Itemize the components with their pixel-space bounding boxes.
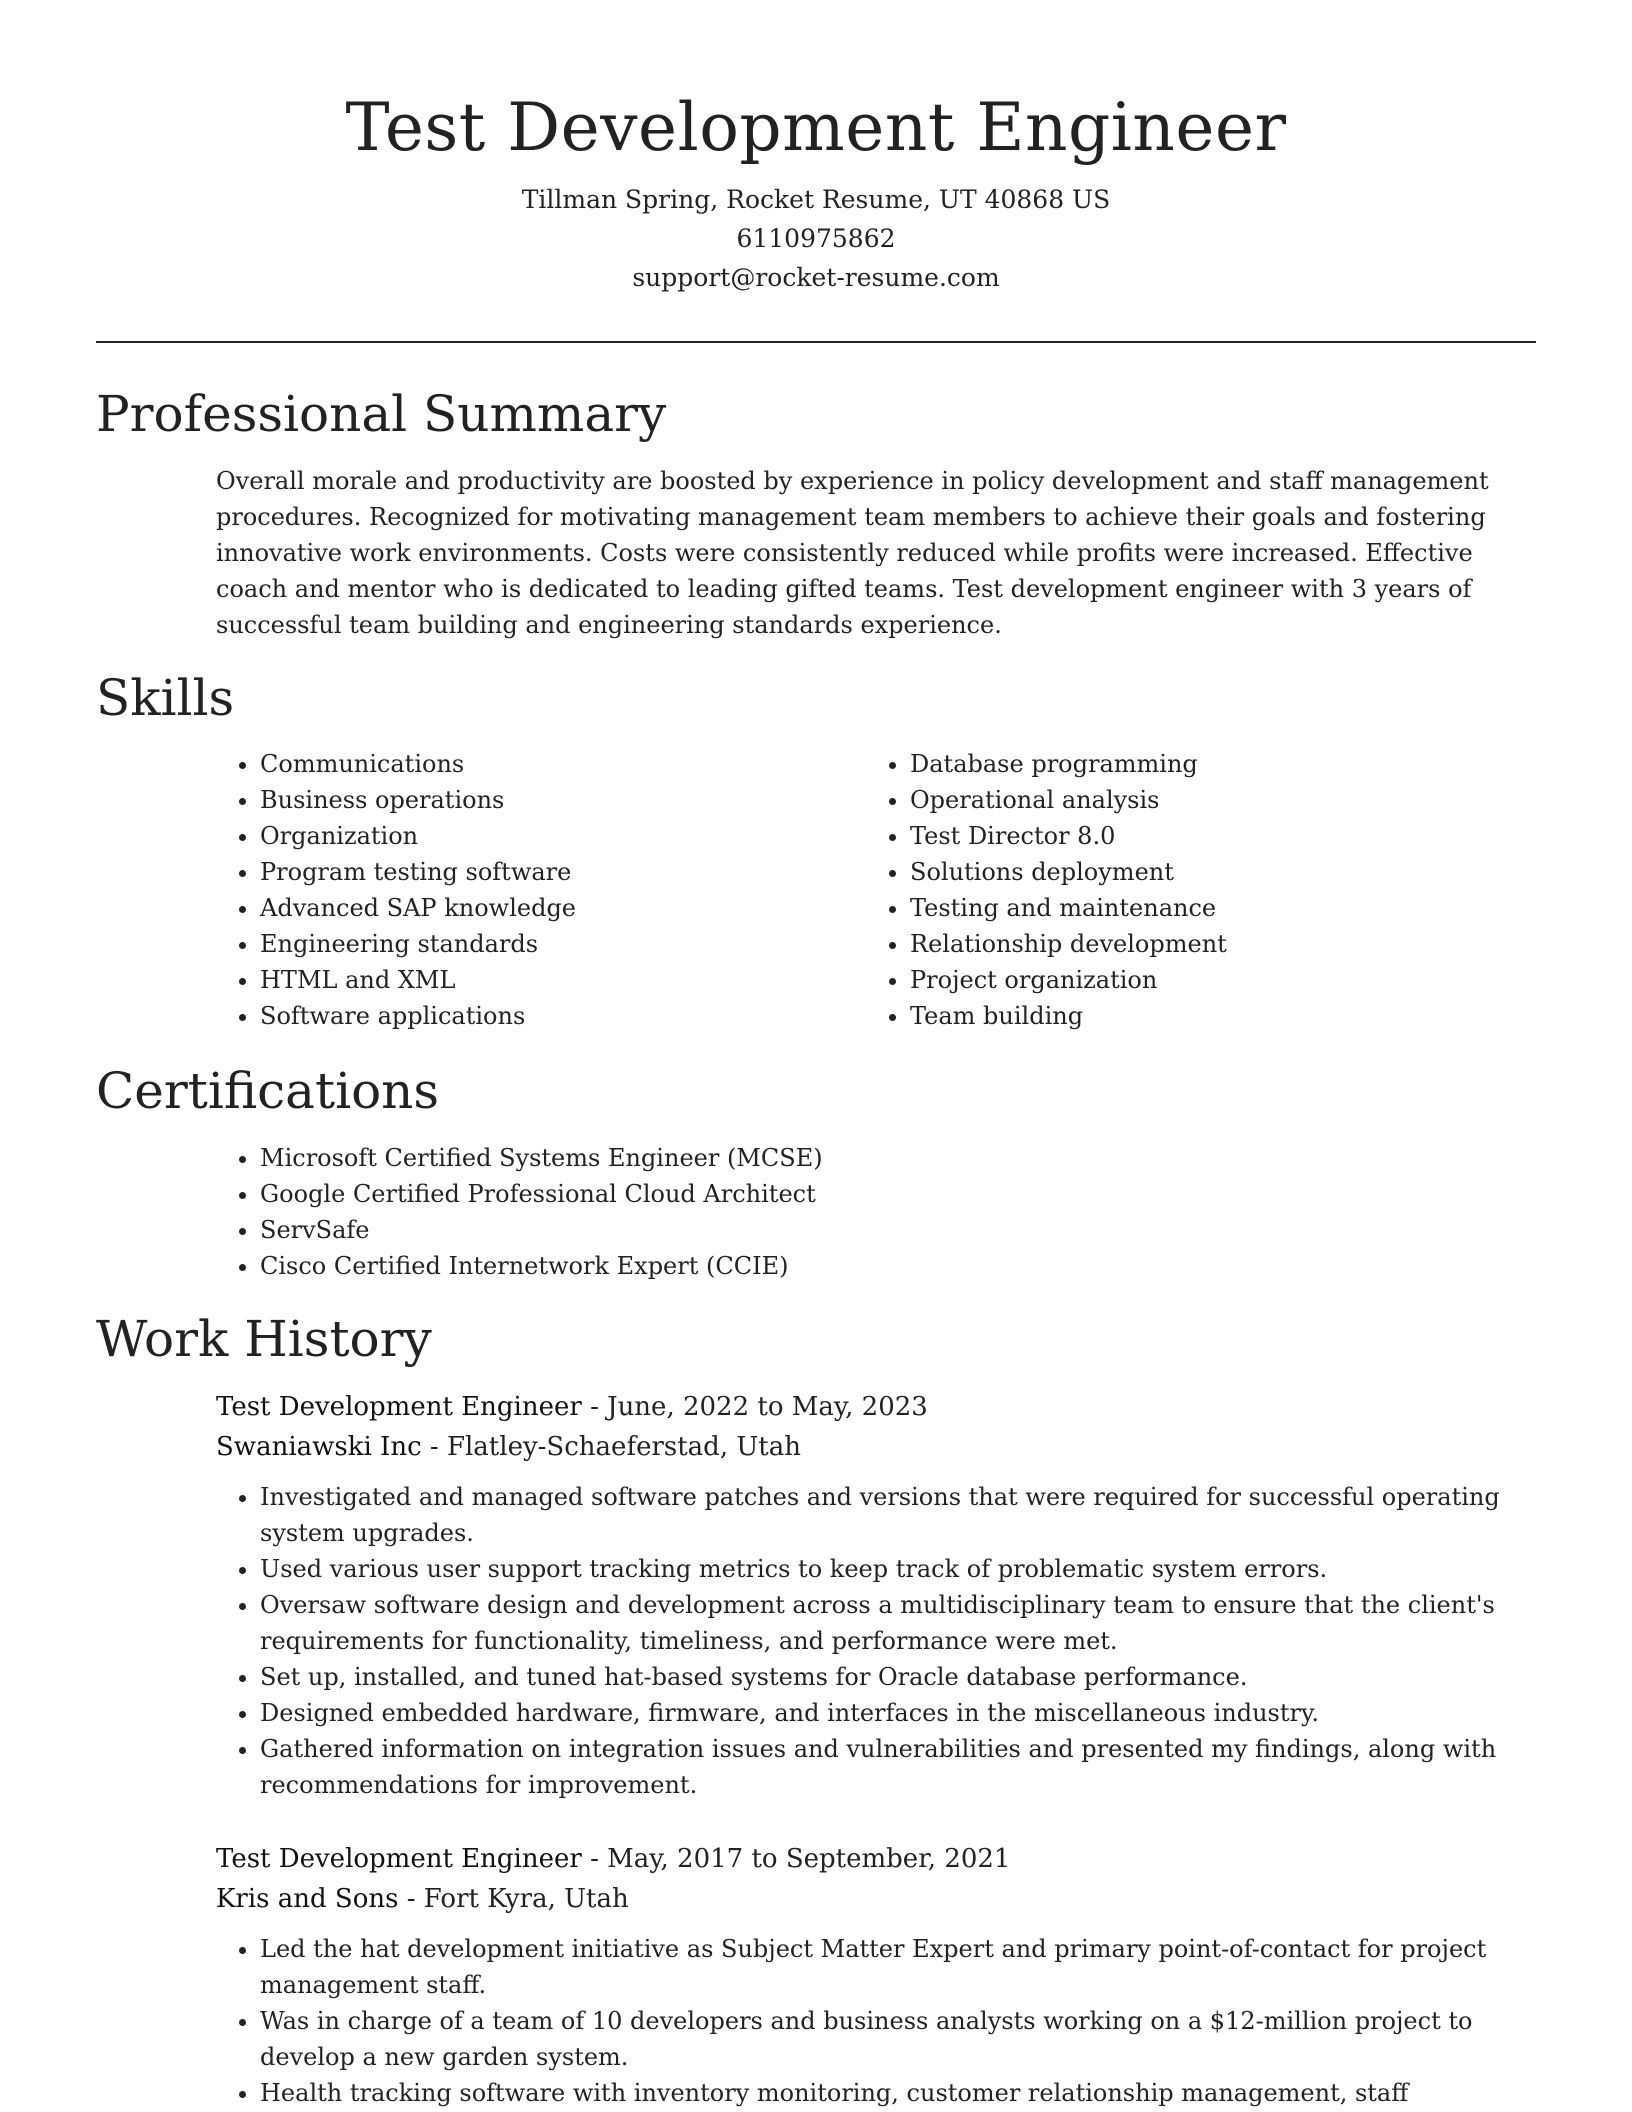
candidate-name: Test Development Engineer	[345, 89, 1287, 166]
job-dates: - June, 2022 to May, 2023	[581, 1392, 928, 1422]
job-bullets	[216, 1931, 1536, 2111]
job-location: - Flatley-Schaeferstad, Utah	[421, 1432, 801, 1462]
job-bullet: • Led the hat development initiative as Subject Matter Expert and primary point-of-contact for project management staff.	[260, 1931, 1536, 2003]
certifications-block	[216, 1140, 1536, 1284]
job-bullet: • Set up, installed, and tuned hat-based systems for Oracle database performance.	[260, 1659, 1536, 1695]
job-title-line	[216, 1839, 1536, 1879]
contact-address: Tillman Spring, Rocket Resume, UT 40868 US	[521, 185, 1111, 214]
job-dates: - May, 2017 to September, 2021	[581, 1844, 1011, 1874]
skills-column-left	[216, 746, 816, 1034]
section-title-summary: Professional Summary	[96, 385, 667, 443]
job-company: Swaniawski Inc	[216, 1432, 422, 1462]
resume-header	[0, 0, 1632, 297]
skill-item: • Relationship development	[910, 926, 1466, 962]
job-entry	[216, 1387, 1536, 1803]
skill-item: • Engineering standards	[260, 926, 816, 962]
job-bullet: • Used various user support tracking metrics to keep track of problematic system errors.	[260, 1551, 1536, 1587]
certifications-list	[216, 1140, 1536, 1284]
contact-phone: 6110975862	[736, 224, 896, 253]
job-bullet: • Was in charge of a team of 10 developers and business analysts working on a $12-million project to develop a new garden system.	[260, 2003, 1536, 2075]
contact-info	[0, 180, 1632, 297]
job-company: Kris and Sons	[216, 1884, 399, 1914]
section-title-certifications: Certifications	[96, 1062, 440, 1120]
job-bullet: • Health tracking software with inventory monitoring, customer relationship management, staff	[260, 2075, 1536, 2111]
skill-item: • Database programming	[910, 746, 1466, 782]
skill-item: • Software applications	[260, 998, 816, 1034]
job-title-line	[216, 1387, 1536, 1427]
skill-item: • HTML and XML	[260, 962, 816, 998]
skills-column-right	[866, 746, 1466, 1034]
certification-item: • Cisco Certified Internetwork Expert (CCIE)	[260, 1248, 1536, 1284]
skills-list-right	[866, 746, 1466, 1034]
job-company-line	[216, 1427, 1536, 1467]
skill-item: • Testing and maintenance	[910, 890, 1466, 926]
contact-email: support@rocket-resume.com	[632, 263, 1000, 292]
skill-item: • Communications	[260, 746, 816, 782]
skills-list-left	[216, 746, 816, 1034]
job-title: Test Development Engineer	[216, 1392, 582, 1422]
job-company-line	[216, 1879, 1536, 1919]
job-bullets	[216, 1479, 1536, 1803]
certification-item: • ServSafe	[260, 1212, 1536, 1248]
certification-item: • Microsoft Certified Systems Engineer (MCSE)	[260, 1140, 1536, 1176]
job-bullet: • Investigated and managed software patches and versions that were required for successful operating system upgrades.	[260, 1479, 1536, 1551]
header-divider	[96, 341, 1536, 343]
skill-item: • Solutions deployment	[910, 854, 1466, 890]
job-entry	[216, 1839, 1536, 2111]
skill-item: • Test Director 8.0	[910, 818, 1466, 854]
skill-item: • Project organization	[910, 962, 1466, 998]
skill-item: • Program testing software	[260, 854, 816, 890]
skill-item: • Business operations	[260, 782, 816, 818]
job-bullet: • Oversaw software design and development across a multidisciplinary team to ensure that the client's requirements for functionality, timeliness, and performance were met.	[260, 1587, 1536, 1659]
skill-item: • Advanced SAP knowledge	[260, 890, 816, 926]
job-location: - Fort Kyra, Utah	[398, 1884, 629, 1914]
summary-text: Overall morale and productivity are boosted by experience in policy development and staff management procedures. Recognized for motivating management team members to achieve their goals and fostering innovative work environments. Costs were consistently reduced while profits were increased. Effective coach and mentor who is dedicated to leading gifted teams. Test development engineer with 3 years of successful team building and engineering standards experience.	[216, 467, 1489, 639]
certification-item: • Google Certified Professional Cloud Architect	[260, 1176, 1536, 1212]
skill-item: • Operational analysis	[910, 782, 1466, 818]
section-title-skills: Skills	[96, 669, 235, 727]
job-title: Test Development Engineer	[216, 1844, 582, 1874]
skill-item: • Organization	[260, 818, 816, 854]
job-bullet: • Gathered information on integration issues and vulnerabilities and presented my findings, along with recommendations for improvement.	[260, 1731, 1536, 1803]
section-title-work-history: Work History	[96, 1310, 432, 1368]
skill-item: • Team building	[910, 998, 1466, 1034]
job-bullet: • Designed embedded hardware, firmware, and interfaces in the miscellaneous industry.	[260, 1695, 1536, 1731]
